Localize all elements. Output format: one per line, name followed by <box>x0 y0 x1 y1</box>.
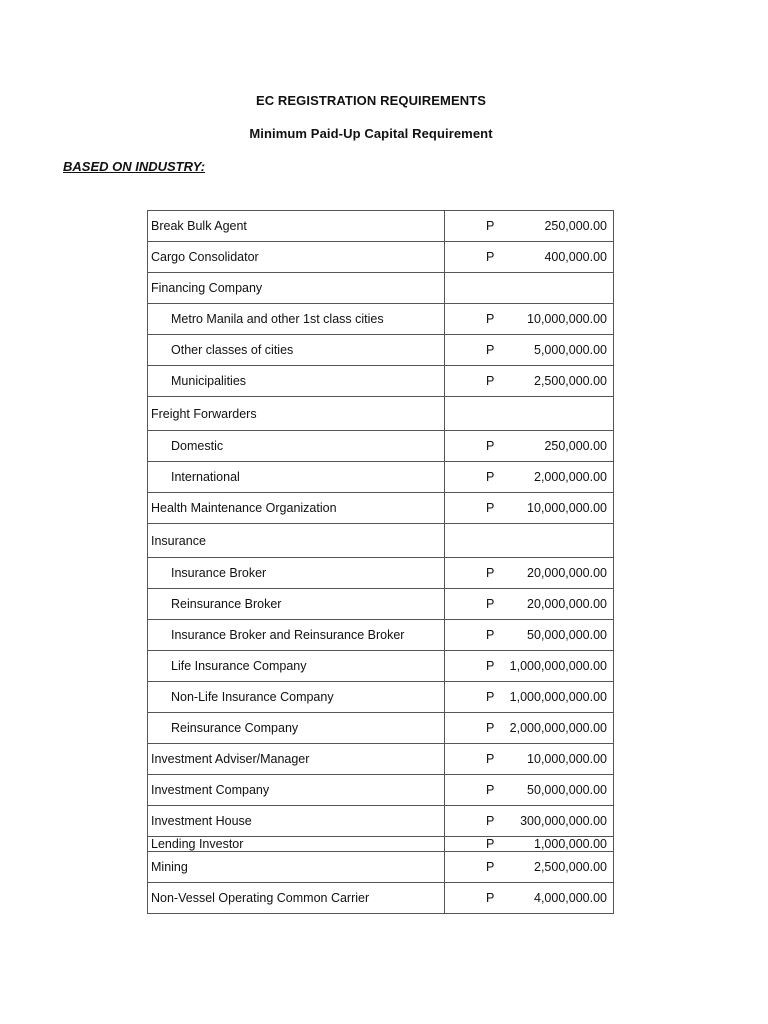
currency-symbol: P <box>486 470 495 484</box>
industry-name: Metro Manila and other 1st class cities <box>148 304 445 335</box>
amount-value: 2,500,000.00 <box>534 374 607 388</box>
amount-cell <box>445 883 614 914</box>
amount-cell <box>445 211 614 242</box>
amount-cell <box>445 462 614 493</box>
industry-name: Mining <box>148 852 445 883</box>
currency-symbol: P <box>486 343 495 357</box>
industry-name: Investment Adviser/Manager <box>148 744 445 775</box>
section-heading: BASED ON INDUSTRY: <box>63 159 206 174</box>
table-row <box>148 682 614 713</box>
table-row <box>148 462 614 493</box>
industry-name: Domestic <box>148 431 445 462</box>
amount-cell <box>445 837 614 852</box>
industry-name: Lending Investor <box>148 837 445 852</box>
amount-cell <box>445 775 614 806</box>
table-row <box>148 837 614 852</box>
currency-symbol: P <box>486 501 495 515</box>
table-row <box>148 883 614 914</box>
amount-value: 20,000,000.00 <box>527 566 607 580</box>
page-title: EC REGISTRATION REQUIREMENTS <box>255 93 487 108</box>
page-subtitle: Minimum Paid-Up Capital Requirement <box>249 126 493 141</box>
table-row <box>148 524 614 558</box>
currency-symbol: P <box>486 721 495 735</box>
currency-symbol: P <box>486 814 495 828</box>
industry-name: Insurance Broker and Reinsurance Broker <box>148 620 445 651</box>
table-row <box>148 335 614 366</box>
amount-value: 20,000,000.00 <box>527 597 607 611</box>
industry-name: Break Bulk Agent <box>148 211 445 242</box>
industry-name: Other classes of cities <box>148 335 445 366</box>
amount-value: 10,000,000.00 <box>527 752 607 766</box>
table-row <box>148 397 614 431</box>
currency-symbol: P <box>486 439 495 453</box>
amount-cell <box>445 335 614 366</box>
amount-value: 400,000.00 <box>544 250 607 264</box>
industry-name: Investment Company <box>148 775 445 806</box>
currency-symbol: P <box>486 250 495 264</box>
amount-value: 1,000,000,000.00 <box>509 690 607 704</box>
table-row <box>148 242 614 273</box>
amount-cell <box>445 304 614 335</box>
currency-symbol: P <box>486 597 495 611</box>
amount-cell <box>445 524 614 558</box>
amount-cell <box>445 651 614 682</box>
amount-cell <box>445 493 614 524</box>
industry-name: Reinsurance Broker <box>148 589 445 620</box>
table-row <box>148 713 614 744</box>
table-row <box>148 620 614 651</box>
currency-symbol: P <box>486 752 495 766</box>
currency-symbol: P <box>486 690 495 704</box>
industry-name: Cargo Consolidator <box>148 242 445 273</box>
amount-cell <box>445 558 614 589</box>
table-row <box>148 558 614 589</box>
currency-symbol: P <box>486 312 495 326</box>
table-row <box>148 651 614 682</box>
industry-name: Health Maintenance Organization <box>148 493 445 524</box>
amount-cell <box>445 806 614 837</box>
table-row <box>148 366 614 397</box>
amount-value: 250,000.00 <box>544 219 607 233</box>
amount-value: 10,000,000.00 <box>527 501 607 515</box>
amount-value: 1,000,000,000.00 <box>509 659 607 673</box>
industry-name: Reinsurance Company <box>148 713 445 744</box>
amount-cell <box>445 273 614 304</box>
currency-symbol: P <box>486 836 495 851</box>
currency-symbol: P <box>486 783 495 797</box>
currency-symbol: P <box>486 374 495 388</box>
industry-name: Non-Life Insurance Company <box>148 682 445 713</box>
currency-symbol: P <box>486 860 495 874</box>
amount-cell <box>445 852 614 883</box>
amount-value: 50,000,000.00 <box>527 628 607 642</box>
table-row <box>148 806 614 837</box>
currency-symbol: P <box>486 566 495 580</box>
amount-value: 2,000,000.00 <box>534 470 607 484</box>
industry-name: Insurance Broker <box>148 558 445 589</box>
amount-cell <box>445 242 614 273</box>
industry-name: Financing Company <box>148 273 445 304</box>
amount-value: 4,000,000.00 <box>534 891 607 905</box>
amount-cell <box>445 682 614 713</box>
industry-name: Life Insurance Company <box>148 651 445 682</box>
amount-value: 5,000,000.00 <box>534 343 607 357</box>
amount-cell <box>445 397 614 431</box>
amount-value: 300,000,000.00 <box>520 814 607 828</box>
table-row <box>148 273 614 304</box>
amount-cell <box>445 589 614 620</box>
table-row <box>148 304 614 335</box>
currency-symbol: P <box>486 891 495 905</box>
amount-value: 2,500,000.00 <box>534 860 607 874</box>
table-row <box>148 589 614 620</box>
table-row <box>148 744 614 775</box>
amount-value: 1,000,000.00 <box>534 836 607 851</box>
table-row <box>148 852 614 883</box>
capital-requirements-table <box>147 210 614 914</box>
currency-symbol: P <box>486 628 495 642</box>
amount-value: 2,000,000,000.00 <box>509 721 607 735</box>
amount-cell <box>445 713 614 744</box>
industry-name: Freight Forwarders <box>148 397 445 431</box>
amount-value: 10,000,000.00 <box>527 312 607 326</box>
amount-cell <box>445 366 614 397</box>
amount-value: 50,000,000.00 <box>527 783 607 797</box>
industry-name: Municipalities <box>148 366 445 397</box>
table-row <box>148 211 614 242</box>
table-row <box>148 493 614 524</box>
industry-name: Non-Vessel Operating Common Carrier <box>148 883 445 914</box>
amount-cell <box>445 744 614 775</box>
currency-symbol: P <box>486 219 495 233</box>
industry-name: Investment House <box>148 806 445 837</box>
table-row <box>148 775 614 806</box>
amount-cell <box>445 620 614 651</box>
industry-name: International <box>148 462 445 493</box>
amount-cell <box>445 431 614 462</box>
currency-symbol: P <box>486 659 495 673</box>
table-row <box>148 431 614 462</box>
amount-value: 250,000.00 <box>544 439 607 453</box>
industry-name: Insurance <box>148 524 445 558</box>
